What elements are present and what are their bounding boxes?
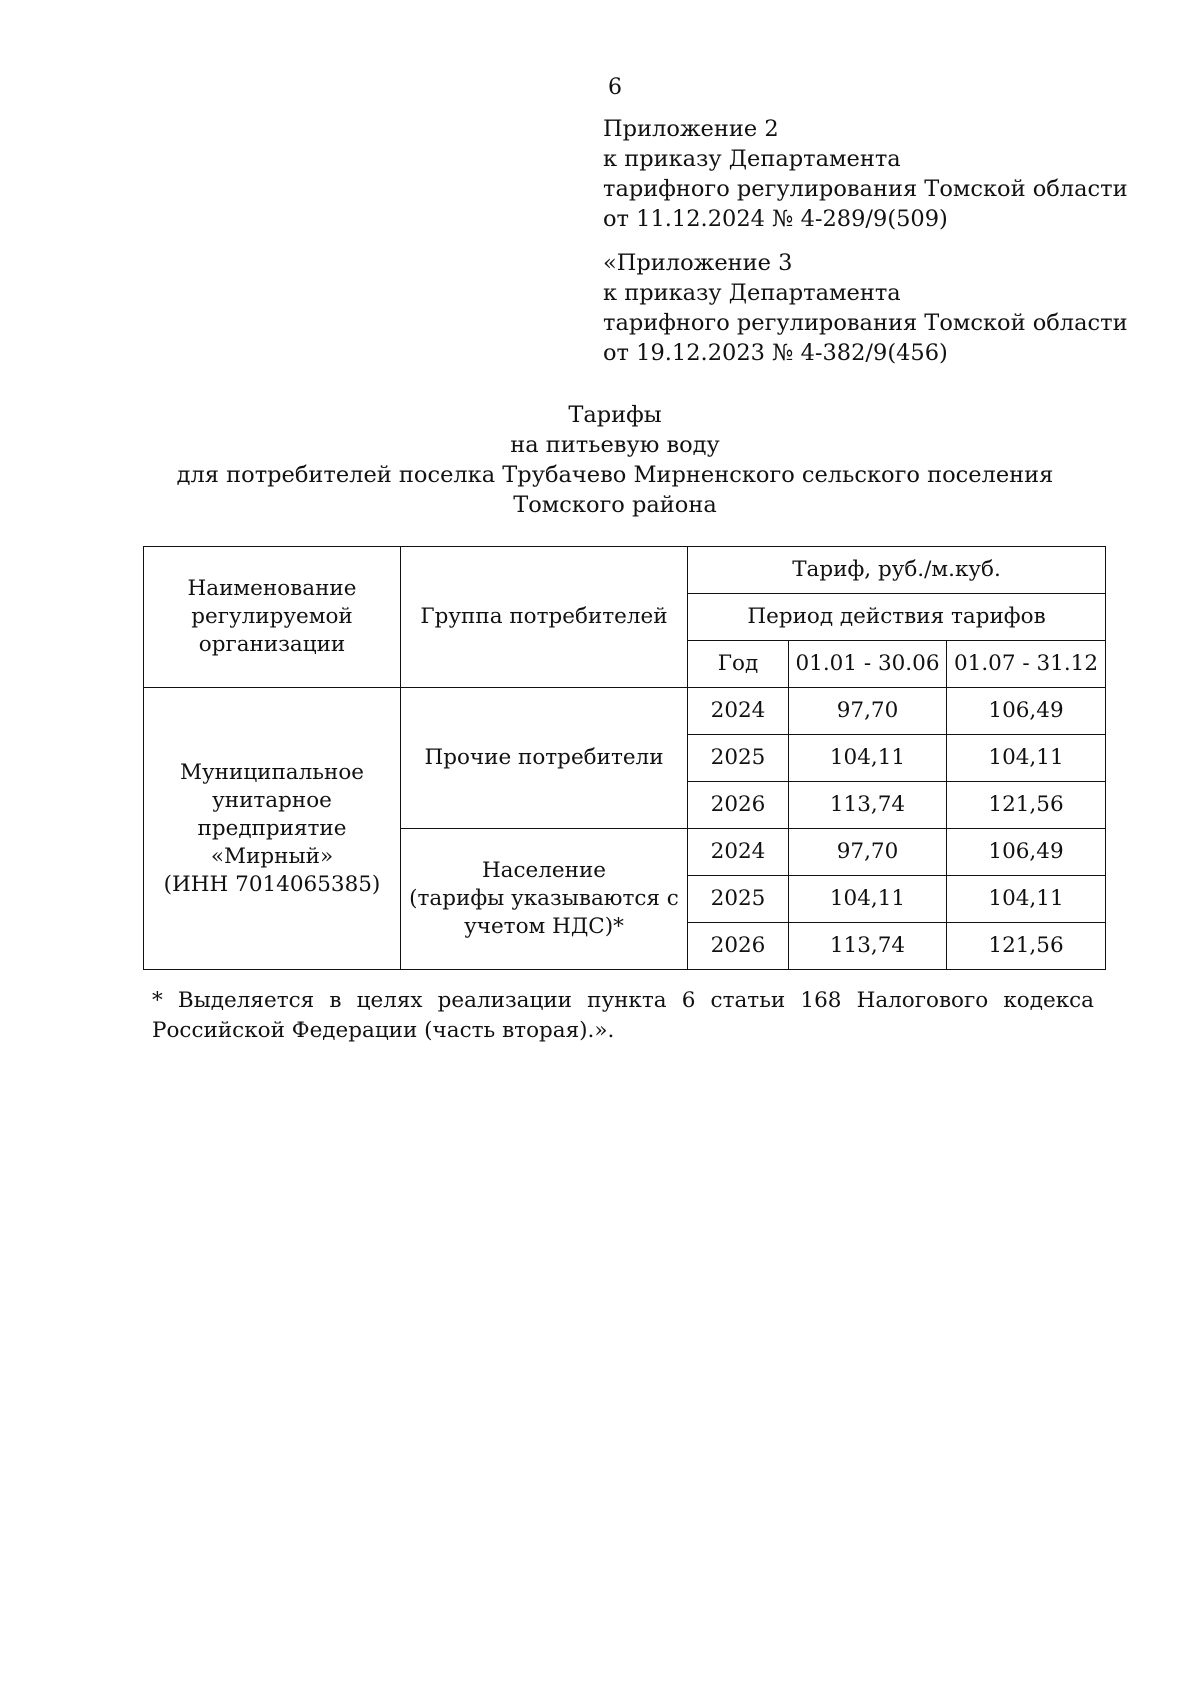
organization-line: Муниципальное — [180, 759, 364, 785]
organization-cell — [144, 688, 401, 970]
tariff-cell: 104,11 — [947, 735, 1106, 782]
tariff-cell: 104,11 — [789, 735, 947, 782]
document-title — [0, 400, 1200, 520]
organization-line: унитарное — [212, 787, 332, 813]
appendix-current-header — [603, 114, 1128, 234]
page-number: 6 — [608, 75, 622, 100]
year-cell: 2026 — [688, 923, 789, 970]
appendix-line: Приложение 2 — [603, 116, 779, 142]
year-cell: 2025 — [688, 735, 789, 782]
year-cell: 2025 — [688, 876, 789, 923]
appendix-amended-header — [603, 248, 1128, 368]
footnote: * Выделяется в целях реализации пункта 6 статьи 168 Налогового кодекса Российской Федерации (часть вторая).». — [152, 988, 1094, 1043]
header-year: Год — [688, 641, 789, 688]
appendix-line: тарифного регулирования Томской области — [603, 176, 1128, 202]
year-cell: 2024 — [688, 688, 789, 735]
tariff-cell: 106,49 — [947, 829, 1106, 876]
group-name-line: Население — [481, 858, 607, 883]
header-period-1: 01.01 - 30.06 — [789, 641, 947, 688]
organization-line: (ИНН 7014065385) — [163, 871, 381, 897]
group-name-line: (тарифы указываются с — [409, 886, 679, 911]
year-cell: 2026 — [688, 782, 789, 829]
tariff-cell: 121,56 — [947, 923, 1106, 970]
appendix-line: к приказу Департамента — [603, 280, 901, 306]
tariff-cell: 113,74 — [789, 782, 947, 829]
appendix-line: от 11.12.2024 № 4-289/9(509) — [603, 206, 948, 232]
organization-line: предприятие — [197, 815, 347, 841]
table-header-row — [144, 547, 1106, 594]
year-cell: 2024 — [688, 829, 789, 876]
appendix-line: «Приложение 3 — [603, 250, 793, 276]
header-organization: Наименование регулируемой организации — [144, 547, 401, 688]
header-consumer-group: Группа потребителей — [401, 547, 688, 688]
title-line: Тарифы — [568, 402, 662, 428]
appendix-line: к приказу Департамента — [603, 146, 901, 172]
consumer-group-other: Прочие потребители — [401, 688, 688, 829]
title-line: Томского района — [513, 492, 717, 518]
title-line: на питьевую воду — [510, 432, 720, 458]
header-period: Период действия тарифов — [688, 594, 1106, 641]
tariff-cell: 104,11 — [947, 876, 1106, 923]
tariff-cell: 97,70 — [789, 688, 947, 735]
tariff-cell: 104,11 — [789, 876, 947, 923]
tariff-cell: 113,74 — [789, 923, 947, 970]
appendix-line: тарифного регулирования Томской области — [603, 310, 1128, 336]
table-row — [144, 688, 1106, 735]
consumer-group-population — [401, 829, 688, 970]
appendix-line: от 19.12.2023 № 4-382/9(456) — [603, 340, 948, 366]
tariff-cell: 97,70 — [789, 829, 947, 876]
group-name-line: учетом НДС)* — [464, 914, 624, 939]
header-tariff: Тариф, руб./м.куб. — [688, 547, 1106, 594]
header-period-2: 01.07 - 31.12 — [947, 641, 1106, 688]
tariff-cell: 121,56 — [947, 782, 1106, 829]
tariff-cell: 106,49 — [947, 688, 1106, 735]
title-line: для потребителей поселка Трубачево Мирненского сельского поселения — [176, 462, 1054, 488]
tariff-table — [143, 546, 1106, 970]
organization-line: «Мирный» — [210, 843, 334, 869]
